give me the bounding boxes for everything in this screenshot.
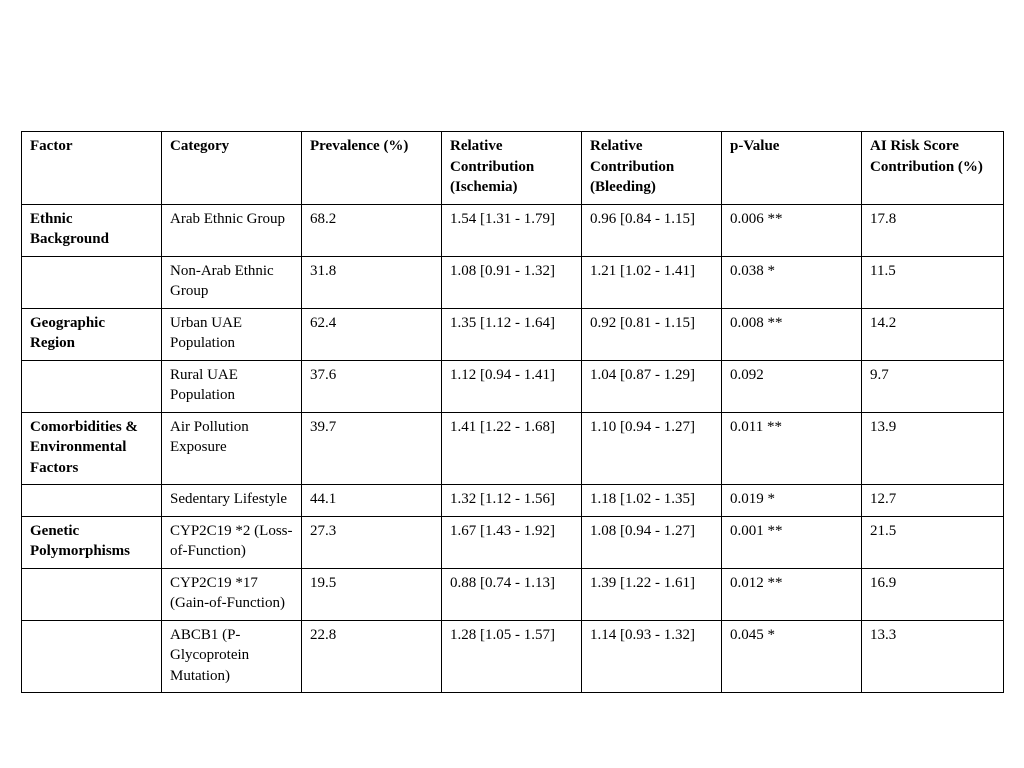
factor-cell: Genetic Polymorphisms — [22, 516, 162, 568]
risk-factor-table — [21, 131, 1004, 693]
p-value-cell: 0.006 ** — [722, 204, 862, 256]
prevalence-cell: 62.4 — [302, 308, 442, 360]
bleeding-cell: 1.39 [1.22 - 1.61] — [582, 568, 722, 620]
category-cell: Non-Arab Ethnic Group — [162, 256, 302, 308]
prevalence-cell: 31.8 — [302, 256, 442, 308]
factor-cell — [22, 360, 162, 412]
category-cell: Rural UAE Population — [162, 360, 302, 412]
ischemia-cell: 1.54 [1.31 - 1.79] — [442, 204, 582, 256]
ai-score-cell: 16.9 — [862, 568, 1004, 620]
header-bleeding: Relative Contribution (Bleeding) — [582, 132, 722, 205]
category-cell: CYP2C19 *2 (Loss-of-Function) — [162, 516, 302, 568]
p-value-cell: 0.012 ** — [722, 568, 862, 620]
p-value-cell: 0.011 ** — [722, 412, 862, 485]
header-category: Category — [162, 132, 302, 205]
bleeding-cell: 1.14 [0.93 - 1.32] — [582, 620, 722, 693]
ai-score-cell: 13.9 — [862, 412, 1004, 485]
category-cell: Urban UAE Population — [162, 308, 302, 360]
table-row — [22, 256, 1004, 308]
table-row — [22, 620, 1004, 693]
p-value-cell: 0.092 — [722, 360, 862, 412]
category-cell: Sedentary Lifestyle — [162, 485, 302, 517]
bleeding-cell: 0.96 [0.84 - 1.15] — [582, 204, 722, 256]
ai-score-cell: 13.3 — [862, 620, 1004, 693]
header-p-value: p-Value — [722, 132, 862, 205]
p-value-cell: 0.001 ** — [722, 516, 862, 568]
bleeding-cell: 1.08 [0.94 - 1.27] — [582, 516, 722, 568]
ai-score-cell: 11.5 — [862, 256, 1004, 308]
table-row — [22, 568, 1004, 620]
prevalence-cell: 22.8 — [302, 620, 442, 693]
bleeding-cell: 1.21 [1.02 - 1.41] — [582, 256, 722, 308]
header-ischemia: Relative Contribution (Ischemia) — [442, 132, 582, 205]
bleeding-cell: 0.92 [0.81 - 1.15] — [582, 308, 722, 360]
category-cell: Air Pollution Exposure — [162, 412, 302, 485]
header-ai-score: AI Risk Score Contribution (%) — [862, 132, 1004, 205]
prevalence-cell: 37.6 — [302, 360, 442, 412]
table-row — [22, 360, 1004, 412]
prevalence-cell: 39.7 — [302, 412, 442, 485]
ischemia-cell: 1.41 [1.22 - 1.68] — [442, 412, 582, 485]
ai-score-cell: 12.7 — [862, 485, 1004, 517]
factor-cell — [22, 485, 162, 517]
p-value-cell: 0.008 ** — [722, 308, 862, 360]
p-value-cell: 0.045 * — [722, 620, 862, 693]
prevalence-cell: 44.1 — [302, 485, 442, 517]
factor-cell — [22, 568, 162, 620]
ischemia-cell: 1.32 [1.12 - 1.56] — [442, 485, 582, 517]
factor-cell — [22, 256, 162, 308]
factor-cell — [22, 620, 162, 693]
bleeding-cell: 1.10 [0.94 - 1.27] — [582, 412, 722, 485]
table-row — [22, 308, 1004, 360]
bleeding-cell: 1.18 [1.02 - 1.35] — [582, 485, 722, 517]
bleeding-cell: 1.04 [0.87 - 1.29] — [582, 360, 722, 412]
factor-cell: Comorbidities & Environmental Factors — [22, 412, 162, 485]
table-row — [22, 204, 1004, 256]
factor-cell: Ethnic Background — [22, 204, 162, 256]
ischemia-cell: 1.08 [0.91 - 1.32] — [442, 256, 582, 308]
prevalence-cell: 19.5 — [302, 568, 442, 620]
ai-score-cell: 21.5 — [862, 516, 1004, 568]
p-value-cell: 0.038 * — [722, 256, 862, 308]
ischemia-cell: 0.88 [0.74 - 1.13] — [442, 568, 582, 620]
ai-score-cell: 14.2 — [862, 308, 1004, 360]
header-factor: Factor — [22, 132, 162, 205]
table-row — [22, 412, 1004, 485]
p-value-cell: 0.019 * — [722, 485, 862, 517]
category-cell: CYP2C19 *17 (Gain-of-Function) — [162, 568, 302, 620]
table-body — [22, 204, 1004, 693]
header-prevalence: Prevalence (%) — [302, 132, 442, 205]
ai-score-cell: 9.7 — [862, 360, 1004, 412]
ischemia-cell: 1.67 [1.43 - 1.92] — [442, 516, 582, 568]
prevalence-cell: 68.2 — [302, 204, 442, 256]
ischemia-cell: 1.35 [1.12 - 1.64] — [442, 308, 582, 360]
category-cell: Arab Ethnic Group — [162, 204, 302, 256]
header-row — [22, 132, 1004, 205]
category-cell: ABCB1 (P-Glycoprotein Mutation) — [162, 620, 302, 693]
table-row — [22, 516, 1004, 568]
ai-score-cell: 17.8 — [862, 204, 1004, 256]
ischemia-cell: 1.12 [0.94 - 1.41] — [442, 360, 582, 412]
factor-cell: Geographic Region — [22, 308, 162, 360]
table-row — [22, 485, 1004, 517]
prevalence-cell: 27.3 — [302, 516, 442, 568]
ischemia-cell: 1.28 [1.05 - 1.57] — [442, 620, 582, 693]
table-header — [22, 132, 1004, 205]
